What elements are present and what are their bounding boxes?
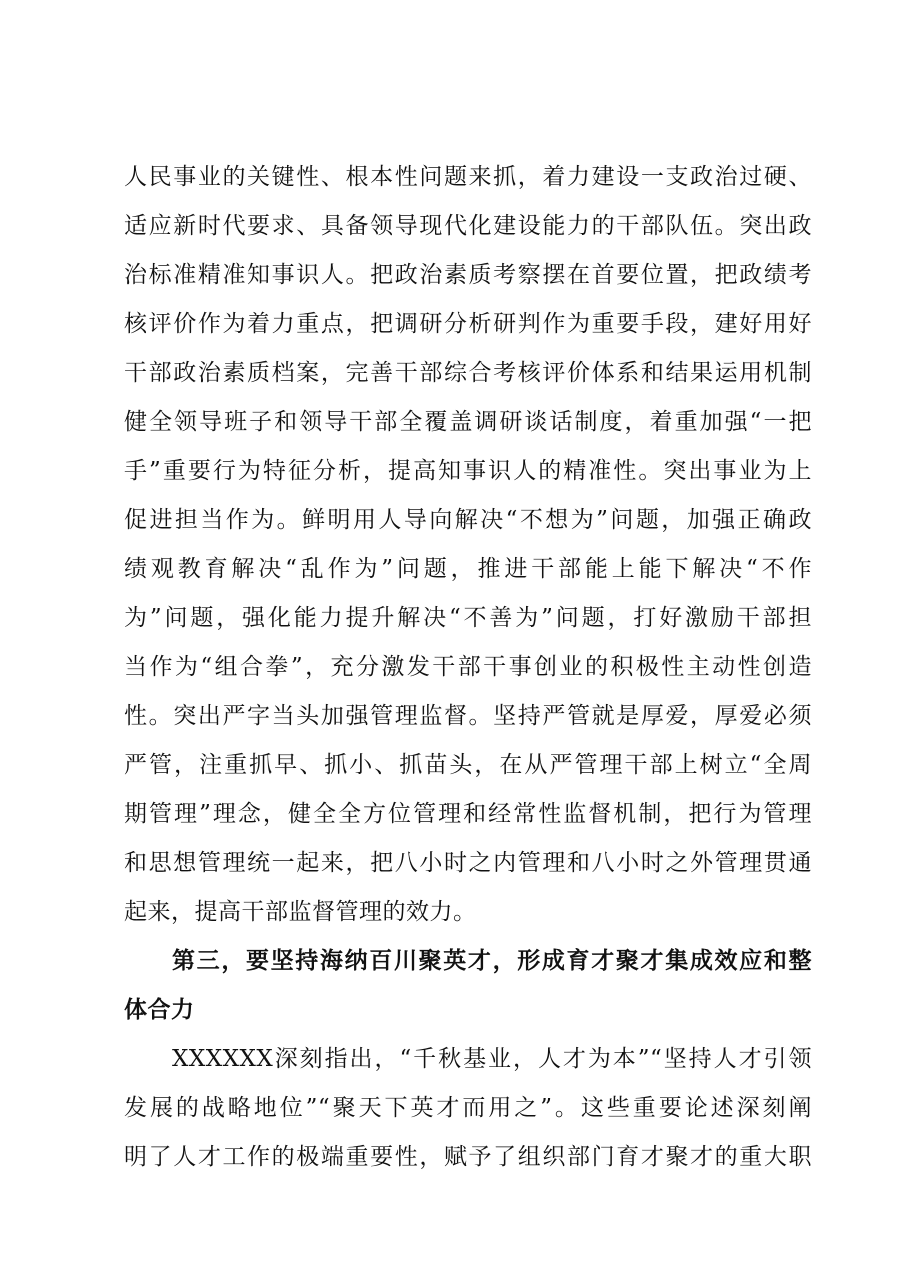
heading-line: 第三，要坚持海纳百川聚英才，形成育才聚才集成效应和整 <box>172 948 812 974</box>
text-line: 和思想管理统一起来，把八小时之内管理和八小时之外管理贯通 <box>124 850 812 876</box>
text-line: 性。突出严字当头加强管理监督。坚持严管就是厚爱，厚爱必须 <box>124 703 812 729</box>
text-line: 人民事业的关键性、根本性问题来抓，着力建设一支政治过硬、 <box>124 164 812 190</box>
body-text <box>124 153 812 1182</box>
text-line: 干部政治素质档案，完善干部综合考核评价体系和结果运用机制 <box>124 360 812 386</box>
text-line: 发展的战略地位”“聚天下英才而用之”。这些重要论述深刻阐 <box>124 1095 812 1121</box>
text-line: 为”问题，强化能力提升解决“不善为”问题，打好激励干部担 <box>124 605 812 631</box>
text-line: 起来，提高干部监督管理的效力。 <box>124 899 477 925</box>
paragraph-1 <box>124 153 812 937</box>
text-line: 明了人才工作的极端重要性，赋予了组织部门育才聚才的重大职 <box>124 1144 812 1170</box>
text-line: 适应新时代要求、具备领导现代化建设能力的干部队伍。突出政 <box>124 213 812 239</box>
text-line: 健全领导班子和领导干部全覆盖调研谈话制度，着重加强“一把 <box>124 409 812 435</box>
text-line: 手”重要行为特征分析，提高知事识人的精准性。突出事业为上 <box>124 458 812 484</box>
paragraph-2 <box>124 1035 812 1182</box>
text-line: XXXXXX深刻指出，“千秋基业，人才为本”“坚持人才引领 <box>172 1046 812 1072</box>
text-line: 当作为“组合拳”，充分激发干部干事创业的积极性主动性创造 <box>124 654 812 680</box>
text-line: 治标准精准知事识人。把政治素质考察摆在首要位置，把政绩考 <box>124 262 812 288</box>
text-line: 期管理”理念，健全全方位管理和经常性监督机制，把行为管理 <box>124 801 812 827</box>
heading-line: 体合力 <box>124 997 195 1023</box>
text-line: 严管，注重抓早、抓小、抓苗头，在从严管理干部上树立“全周 <box>124 752 812 778</box>
section-heading <box>124 937 812 1035</box>
text-line: 绩观教育解决“乱作为”问题，推进干部能上能下解决“不作 <box>124 556 812 582</box>
text-line: 核评价作为着力重点，把调研分析研判作为重要手段，建好用好 <box>124 311 812 337</box>
text-line: 促进担当作为。鲜明用人导向解决“不想为”问题，加强正确政 <box>124 507 812 533</box>
